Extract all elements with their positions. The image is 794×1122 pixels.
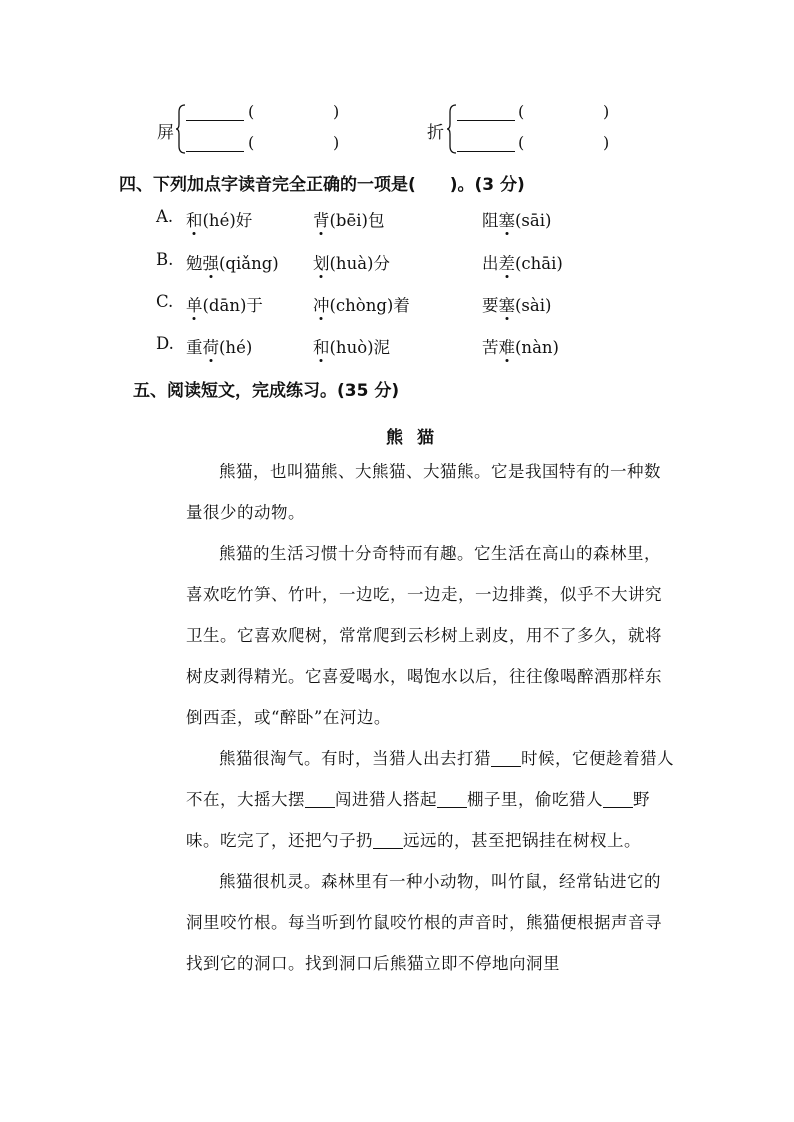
passage-text: 闯进猎人搭起 <box>335 790 437 809</box>
word-char: 划 <box>313 250 330 274</box>
word-char: 背 <box>313 207 330 231</box>
passage-text: 棚子里，偷吃猎人 <box>467 790 603 809</box>
word-char: 和 <box>313 334 330 358</box>
brace-icon <box>447 104 457 154</box>
answer-line[interactable] <box>186 120 244 121</box>
option-letter[interactable]: D. <box>156 334 174 353</box>
polyphone-char: 折 <box>427 123 444 143</box>
question-5-heading: 五、阅读短文，完成练习。(35 分) <box>133 381 400 401</box>
fill-blank[interactable] <box>437 791 467 809</box>
pinyin: (sài) <box>515 296 552 315</box>
word-char: 冲 <box>313 292 330 316</box>
passage-paragraph <box>186 451 676 533</box>
answer-line[interactable] <box>186 151 244 152</box>
answer-line[interactable] <box>457 120 515 121</box>
passage-text: 野味。吃完了，还把勺子扔 <box>186 790 650 850</box>
paren-open: ( <box>518 133 525 152</box>
paren-close: ) <box>333 133 340 152</box>
passage <box>186 451 676 984</box>
pinyin: (dān)于 <box>202 296 263 315</box>
dotted-char: 塞 <box>499 207 516 231</box>
fill-blank[interactable] <box>373 832 403 850</box>
word-char: 勉 <box>186 254 203 273</box>
option-word <box>482 250 563 274</box>
option-letter[interactable]: B. <box>156 250 174 269</box>
passage-title: 熊猫 <box>386 428 448 448</box>
option-word <box>186 292 263 316</box>
pinyin: (bēi)包 <box>329 211 385 230</box>
paren-close: ) <box>603 133 610 152</box>
option-letter[interactable]: A. <box>156 207 174 226</box>
option-word <box>482 207 551 231</box>
option-word <box>482 334 559 358</box>
dotted-char: 塞 <box>499 292 516 316</box>
option-word <box>186 207 252 231</box>
option-letter[interactable]: C. <box>156 292 174 311</box>
pinyin: (sāi) <box>515 211 552 230</box>
passage-paragraph <box>186 533 676 738</box>
word-char: 阻 <box>482 211 499 230</box>
answer-line[interactable] <box>457 151 515 152</box>
polyphone-char: 屏 <box>157 123 174 143</box>
option-word <box>313 207 384 231</box>
option-word <box>186 250 279 274</box>
passage-text: 远远的，甚至把锅挂在树杈上。 <box>403 831 641 850</box>
pinyin: (chāi) <box>515 254 563 273</box>
pinyin: (chòng)着 <box>329 296 410 315</box>
passage-text: 熊猫的生活习惯十分奇特而有趣。它生活在高山的森林里，喜欢吃竹笋、竹叶，一边吃，一边走，一边排粪，似乎不大讲究卫生。它喜欢爬树，常常爬到云杉树上剥皮，用不了多久，就将树皮剥得精光。它喜爱喝水，喝饱水以后，往往像喝醉酒那样东倒西歪，或“醉卧”在河边。 <box>186 544 662 727</box>
pinyin: (huà)分 <box>329 254 390 273</box>
dotted-char: 难 <box>499 334 516 358</box>
dotted-char: 强 <box>203 250 220 274</box>
fill-blank[interactable] <box>305 791 335 809</box>
passage-text: 时候，它便趁着猎人不在，大摇大摆 <box>186 749 674 809</box>
dotted-char: 差 <box>499 250 516 274</box>
option-word <box>186 334 252 358</box>
word-char: 和 <box>186 207 203 231</box>
pinyin: (qiǎng) <box>219 254 279 273</box>
passage-text: 熊猫，也叫猫熊、大熊猫、大猫熊。它是我国特有的一种数量很少的动物。 <box>186 462 661 522</box>
paren-close: ) <box>333 102 340 121</box>
fill-blank[interactable] <box>603 791 633 809</box>
paren-close: ) <box>603 102 610 121</box>
pinyin: (nàn) <box>515 338 559 357</box>
paren-open: ( <box>248 133 255 152</box>
passage-paragraph <box>186 738 676 861</box>
paren-open: ( <box>248 102 255 121</box>
pinyin: (hé) <box>219 338 253 357</box>
option-word <box>313 292 410 316</box>
dotted-char: 荷 <box>203 334 220 358</box>
option-word <box>482 292 551 316</box>
option-word <box>313 250 390 274</box>
passage-text: 熊猫很机灵。森林里有一种小动物，叫竹鼠，经常钻进它的洞里咬竹根。每当听到竹鼠咬竹根的声音时，熊猫便根据声音寻找到它的洞口。找到洞口后熊猫立即不停地向洞里 <box>186 872 662 973</box>
word-char: 要 <box>482 296 499 315</box>
question-4-heading: 四、下列加点字读音完全正确的一项是( )。(3 分) <box>119 175 525 195</box>
passage-text: 熊猫很淘气。有时，当猎人出去打猎 <box>219 749 491 768</box>
word-char: 出 <box>482 254 499 273</box>
brace-icon <box>176 104 186 154</box>
word-char: 单 <box>186 292 203 316</box>
word-char: 重 <box>186 338 203 357</box>
option-word <box>313 334 390 358</box>
pinyin: (huò)泥 <box>329 338 391 357</box>
paren-open: ( <box>518 102 525 121</box>
pinyin: (hé)好 <box>202 211 253 230</box>
passage-paragraph <box>186 861 676 984</box>
word-char: 苦 <box>482 338 499 357</box>
fill-blank[interactable] <box>491 750 521 768</box>
